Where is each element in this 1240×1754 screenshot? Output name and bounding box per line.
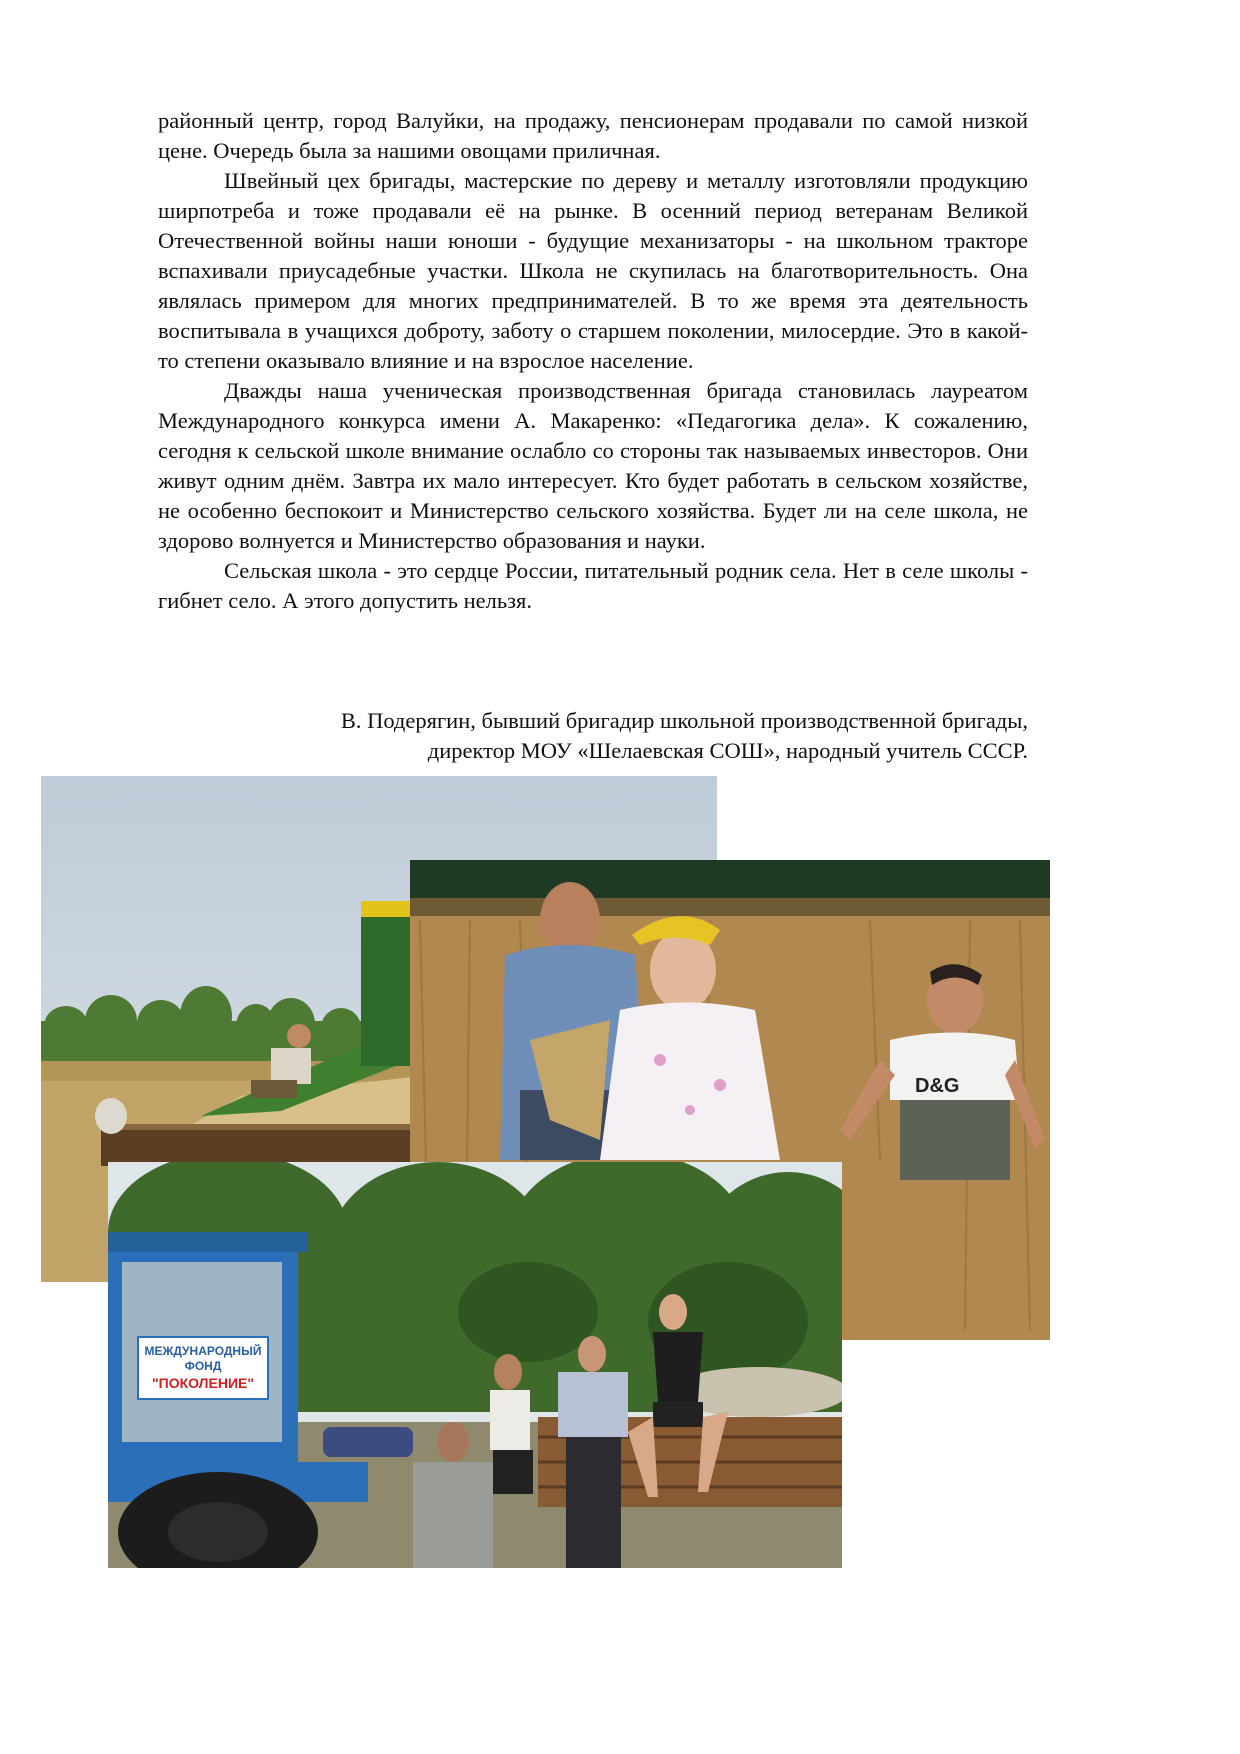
tractor-sign-line: ФОНД [184,1359,222,1373]
author-signature [341,706,1028,766]
paragraph: Швейный цех бригады, мастерские по дереву и металлу изготовляли продукцию ширпотреба и тоже продавали её на рынке. В осенний период ветеранам Великой Отечественной войны наши юноши - будущие механизаторы - на школьном тракторе вспахивали приусадебные участки. Школа не скупилась на благотворительность. Она являлась примером для многих предпринимателей. В то же время эта деятельность воспитывала в учащихся доброту, заботу о старшем поколении, милосердие. Это в какой-то степени оказывало влияние и на взрослое население. [158,168,1028,373]
tractor-sign-line: "ПОКОЛЕНИЕ" [152,1375,254,1391]
signature-line: директор МОУ «Шелаевская СОШ», народный учитель СССР. [427,738,1028,763]
paragraph: Дважды наша ученическая производственная бригада становилась лауреатом Международного конкурса имени А. Макаренко: «Педагогика дела». К сожалению, сегодня к сельской школе внимание ослабло со стороны так называемых инвесторов. Они живут одним днём. Завтра их мало интересует. Кто будет работать в сельском хозяйстве, не особенно беспокоит и Министерство сельского хозяйства. Будет ли на селе школа, не здорово волнуется и Министерство образования и науки. [158,378,1028,553]
paragraph: районный центр, город Валуйки, на продажу, пенсионерам продавали по самой низкой цене. Очередь была за нашими овощами приличная. [158,108,1028,163]
signature-line: В. Подерягин, бывший бригадир школьной производственной бригады, [340,708,1028,733]
photo-tractor-crew [108,1162,842,1568]
article-text [158,106,1028,616]
paragraph: Сельская школа - это сердце России, питательный родник села. Нет в селе школы - гибнет село. А этого допустить нельзя. [158,558,1028,613]
shirt-print: D&G [915,1075,960,1097]
tractor-sign-line: МЕЖДУНАРОДНЫЙ [144,1344,262,1358]
